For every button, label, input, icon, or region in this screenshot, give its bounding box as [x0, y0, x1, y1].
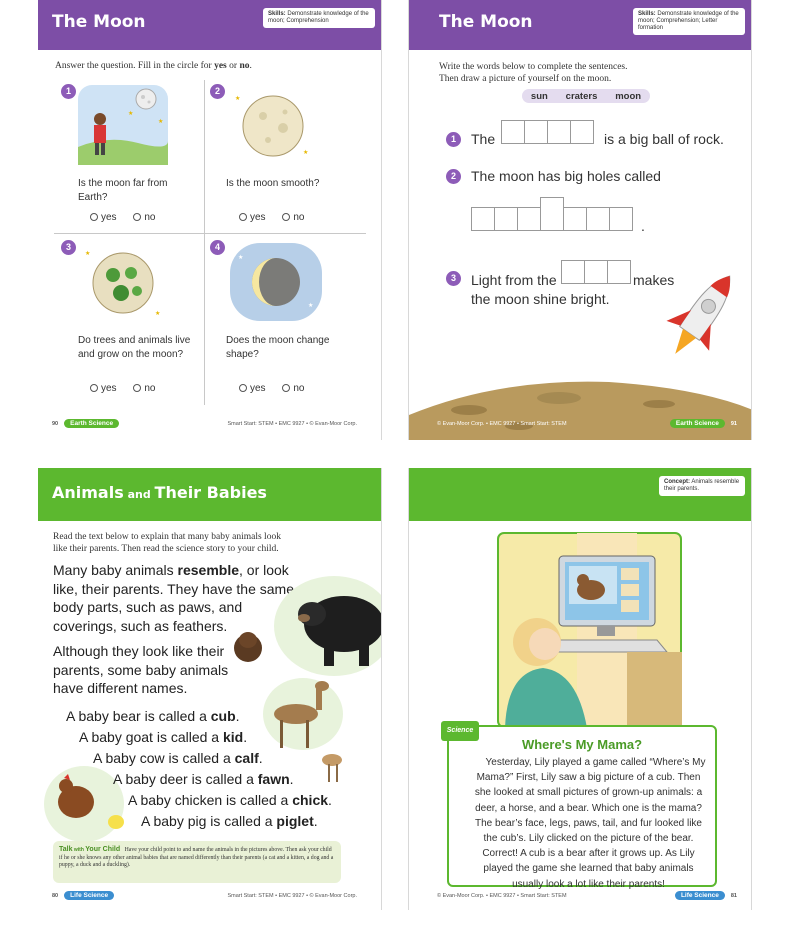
answer-options: [90, 383, 155, 394]
answer-options: [239, 212, 304, 223]
page-90: [38, 0, 382, 440]
word-bank-item: craters: [565, 90, 598, 102]
title-part: Their Babies: [154, 483, 267, 502]
page-title: The Moon: [52, 12, 146, 32]
page-number: 80: [52, 893, 59, 899]
question-text: Is the moon far from Earth?: [78, 178, 168, 203]
answer-options: [239, 383, 304, 394]
paragraph-2: Although they look like their parents, some baby animals have different names.: [53, 643, 229, 697]
crescent-moon-illustration: [230, 243, 322, 321]
skills-label: Skills:: [268, 11, 286, 17]
question-number: 1: [61, 84, 76, 99]
svg-text:★: ★: [128, 111, 134, 117]
sentence-3-start: Light from the: [471, 272, 557, 288]
instr-text: Answer the question. Fill in the circle for: [55, 61, 215, 71]
question-text: Is the moon smooth?: [226, 178, 320, 189]
credit-line: © Evan-Moor Corp. • EMC 9927 • Smart Start: STEM: [437, 421, 567, 427]
question-text: Does the moon change shape?: [226, 335, 330, 360]
yes-option[interactable]: yes: [239, 212, 266, 223]
question-number: 3: [61, 240, 76, 255]
page-number: 91: [730, 421, 737, 427]
instr-line-2: like their parents. Then read the science story to your child.: [53, 544, 279, 555]
no-option[interactable]: no: [282, 212, 304, 223]
question-text: Do trees and animals live and grow on the moon?: [78, 335, 191, 360]
yes-option[interactable]: yes: [90, 212, 117, 223]
sentence-2-end: .: [641, 218, 645, 234]
sentence-number: 3: [446, 271, 461, 286]
girl-at-computer-illustration: [497, 532, 682, 728]
animal-name-line: A baby bear is called a cub.: [66, 708, 240, 724]
sentence-number: 2: [446, 169, 461, 184]
svg-text:★: ★: [158, 119, 164, 125]
skills-text: Demonstrate knowledge of the moon; Comprehension; Letter formation: [638, 11, 739, 31]
svg-text:★: ★: [303, 150, 309, 156]
para-text: Many baby animals: [53, 562, 178, 578]
sentence-2-start: The moon has big holes called: [471, 168, 661, 184]
boy-stargazing-illustration: [78, 85, 168, 165]
concept-label: Concept:: [664, 479, 690, 485]
section-badge: Life Science: [64, 891, 114, 900]
no-option[interactable]: no: [133, 383, 155, 394]
credit-line: Smart Start: STEM • EMC 9927 • © Evan-Moor Corp.: [227, 421, 357, 427]
rocket-illustration: [651, 262, 749, 380]
page-footer: [670, 419, 737, 428]
instructions: [53, 531, 281, 556]
instructions: [55, 60, 252, 72]
page-80: [38, 468, 382, 910]
credit-line: © Evan-Moor Corp. • EMC 9927 • Smart Start: STEM: [437, 893, 567, 899]
question-number: 2: [210, 84, 225, 99]
sentence-1-end: is a big ball of rock.: [604, 131, 724, 147]
no-option[interactable]: no: [133, 212, 155, 223]
story-box: [446, 725, 717, 890]
skills-text: Demonstrate knowledge of the moon; Comprehension: [268, 11, 369, 24]
science-badge: Science: [441, 721, 479, 741]
section-badge: Earth Science: [670, 419, 725, 428]
word-bank-item: moon: [615, 90, 642, 102]
page-91: [408, 0, 752, 440]
answer-boxes-moon[interactable]: [561, 260, 630, 284]
page-header: [409, 468, 751, 521]
sentence-1-start: The: [471, 131, 496, 147]
no-option[interactable]: no: [282, 383, 304, 394]
word-bank: [522, 89, 650, 103]
page-81: [408, 468, 752, 910]
story-text: Yesterday, Lily played a game called “Where’s My Mama?” First, Lily saw a big picture of a cub. Then she looked at small pictures of grown-up animals: a deer, a horse, and a bear. Which one is the mama? The bear’s face, legs, paws, tail, and fur looked like the cub’s. Lily clicked on the picture of the bear. Correct! A cub is a bear after it grows up. As Lily played the game she learned that baby animals usually look a lot like their parents!: [474, 757, 706, 890]
instr-line-1: Write the words below to complete the sentences.: [439, 62, 628, 72]
instructions: [439, 61, 628, 86]
svg-text:★: ★: [308, 303, 314, 309]
moon-surface-ground: [409, 370, 752, 440]
moon-with-trees-illustration: [83, 245, 163, 320]
page-header: [38, 0, 381, 50]
sentence-number: 1: [446, 132, 461, 147]
instr-yes: yes: [214, 61, 227, 71]
skills-box: [263, 8, 375, 28]
talk-with-your-child-box: [53, 841, 341, 883]
animal-name-line: A baby deer is called a fawn.: [113, 771, 294, 787]
bear-illustration: [234, 566, 382, 676]
animal-name-line: A baby cow is called a calf.: [93, 750, 263, 766]
story-title: Where's My Mama?: [521, 737, 643, 752]
question-number: 4: [210, 240, 225, 255]
page-footer: [52, 891, 114, 900]
concept-text: Animals resemble their parents.: [664, 479, 740, 492]
instr-line-1: Read the text below to explain that many baby animals look: [53, 532, 281, 542]
svg-text:★: ★: [235, 96, 241, 102]
moon-surface-illustration: [233, 88, 313, 163]
instr-no: no: [239, 61, 250, 71]
skills-box: [633, 8, 745, 35]
page-number: 90: [52, 421, 59, 427]
answer-options: [90, 212, 155, 223]
title-part: and: [123, 488, 155, 501]
skills-label: Skills:: [638, 11, 656, 17]
animal-name-line: A baby chicken is called a chick.: [128, 792, 332, 808]
para-text: , or look like, their parents. They have the same body parts, such as paws, and coverings, such as feathers.: [53, 562, 294, 634]
svg-text:★: ★: [155, 311, 161, 317]
page-header: [409, 0, 751, 50]
credit-line: Smart Start: STEM • EMC 9927 • © Evan-Moor Corp.: [227, 893, 357, 899]
svg-text:★: ★: [238, 255, 244, 261]
animal-name-line: A baby goat is called a kid.: [79, 729, 248, 745]
grid-vertical-divider: [204, 80, 205, 405]
vocab-word: resemble: [177, 562, 239, 578]
page-number: 81: [730, 893, 737, 899]
concept-box: [659, 476, 745, 496]
page-title: The Moon: [439, 12, 533, 32]
sentence-3-end: the moon shine bright.: [471, 291, 610, 307]
page-title: [52, 483, 267, 502]
instr-line-2: Then draw a picture of yourself on the moon.: [439, 74, 612, 85]
talk-label: Talk with Your Child: [59, 846, 121, 853]
answer-boxes-sun[interactable]: [501, 120, 593, 144]
sentence-3-middle: makes: [633, 272, 675, 288]
yes-option[interactable]: yes: [90, 383, 117, 394]
title-part: Animals: [52, 483, 124, 502]
page-footer: [675, 891, 737, 900]
talk-text: Have your child point to and name the animals in the pictures above. Then ask your child if he or she knows any other animal babies that are named differently than their parents (a cat and a kitten, a dog and a puppy, a duck and a duckling).: [59, 847, 334, 869]
instr-end: .: [249, 61, 252, 71]
section-badge: Life Science: [675, 891, 725, 900]
instr-or: or: [226, 61, 240, 71]
animal-name-line: A baby pig is called a piglet.: [141, 813, 318, 829]
section-badge: Earth Science: [64, 419, 119, 428]
word-bank-item: sun: [530, 90, 548, 102]
svg-text:★: ★: [85, 251, 91, 257]
page-footer: [52, 419, 119, 428]
yes-option[interactable]: yes: [239, 383, 266, 394]
grid-horizontal-divider: [54, 233, 366, 234]
page-header: [38, 468, 381, 521]
answer-boxes-craters[interactable]: [471, 207, 632, 231]
